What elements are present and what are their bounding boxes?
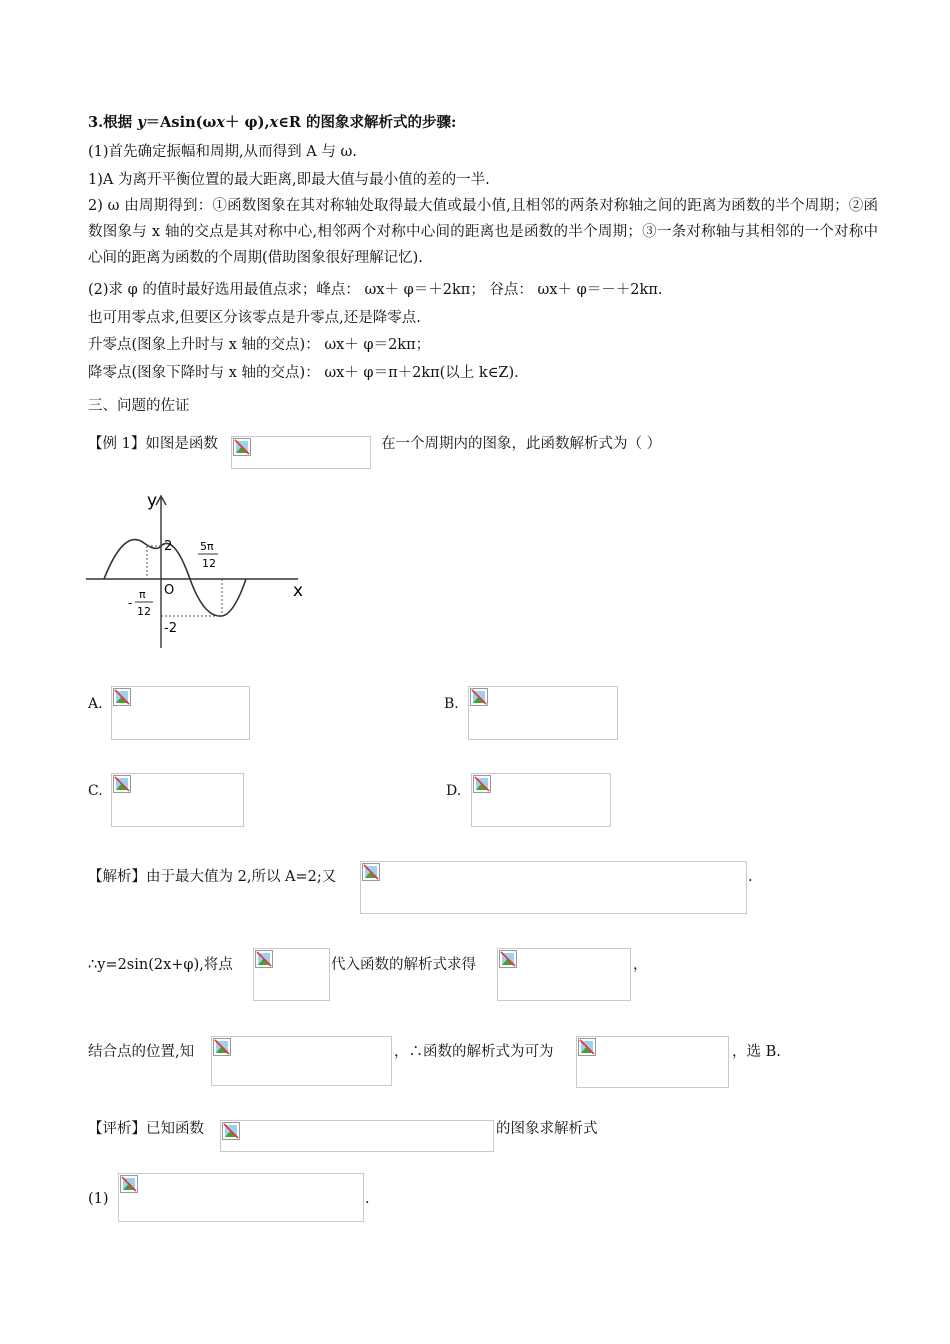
min-label: -2 — [164, 621, 177, 636]
analysis-phi-image — [497, 948, 631, 1001]
fall-zero: 降零点(图象下降时与 x 轴的交点)： ωx＋ φ＝π＋2kπ(以上 k∈Z). — [88, 365, 519, 381]
broken-image-icon — [113, 688, 131, 706]
review-tail: 的图象求解析式 — [496, 1121, 598, 1137]
x-axis-label: x — [293, 581, 304, 601]
heading-var-y: y — [137, 114, 146, 131]
sine-graph — [84, 488, 314, 650]
broken-image-icon — [578, 1038, 596, 1056]
sine-curve — [104, 540, 246, 617]
broken-image-icon — [499, 950, 517, 968]
right-tick-den: 12 — [202, 557, 216, 570]
heading-var-x2: x — [269, 114, 279, 131]
analysis-line-1: 【解析】由于最大值为 2,所以 A=2;又 — [88, 869, 337, 885]
option-c-label: C. — [88, 783, 103, 799]
analysis-point-image — [253, 948, 330, 1001]
analysis-line-2-end: ， — [633, 957, 648, 973]
broken-image-icon — [473, 775, 491, 793]
option-b-image[interactable] — [468, 686, 618, 740]
left-tick-sign: - — [128, 596, 133, 610]
review-item-1: (1) — [88, 1191, 109, 1207]
section-title: 三、问题的佐证 — [88, 398, 190, 414]
broken-image-icon — [362, 863, 380, 881]
analysis-formula-1 — [360, 861, 747, 914]
max-label: 2 — [164, 539, 173, 554]
heading-eq: ＝A — [145, 114, 172, 131]
review-item-1-end: . — [365, 1191, 370, 1207]
heading-tail: ∈R 的图象求解析式的步骤: — [278, 114, 457, 131]
review-formula-image — [220, 1120, 494, 1152]
broken-image-icon — [113, 775, 131, 793]
review-label: 【评析】已知函数 — [88, 1121, 204, 1137]
analysis-line-1-end: . — [748, 869, 753, 885]
analysis-answer-image — [576, 1036, 729, 1088]
rise-zero: 升零点(图象上升时与 x 轴的交点)： ωx＋ φ＝2kπ； — [88, 337, 431, 353]
broken-image-icon — [470, 688, 488, 706]
formula-image — [231, 436, 371, 469]
example-tail: 在一个周期内的图象，此函数解析式为（ ） — [381, 436, 662, 452]
option-d-label: D. — [446, 783, 462, 799]
option-a-label: A. — [88, 696, 103, 712]
heading-text: 根据 — [103, 114, 138, 131]
origin-label: O — [164, 583, 175, 598]
analysis-line-3-end: ，选 B. — [732, 1044, 781, 1060]
broken-image-icon — [255, 950, 273, 968]
step-2: (2)求 φ 的值时最好选用最值点求；峰点： ωx＋ φ＝＋2kπ； 谷点： ωx＋ φ＝－＋2kπ. — [88, 282, 663, 298]
option-c-image[interactable] — [111, 773, 244, 827]
step-2b: 也可用零点求,但要区分该零点是升零点,还是降零点. — [88, 310, 421, 326]
left-tick-num: π — [139, 588, 146, 601]
step-1b: 2) ω 由周期得到：①函数图象在其对称轴处取得最大值或最小值,且相邻的两条对称轴之间的距离为函数的半个周期；②函数图象与 x 轴的交点是其对称中心,相邻两个对称中心间的距离也是函数的半个周期；③一条对称轴与其相邻的一个对称中心间的距离为函数的个周期(借助图象很好理解记忆). — [88, 198, 878, 266]
step-1: (1)首先确定振幅和周期,从而得到 A 与 ω. — [88, 144, 357, 160]
heading-number: 3. — [88, 114, 104, 131]
review-item-1-image — [118, 1173, 364, 1222]
section-heading — [88, 113, 456, 133]
step-1a: 1)A 为离开平衡位置的最大距离,即最大值与最小值的差的一半. — [88, 172, 490, 188]
broken-image-icon — [233, 438, 251, 456]
y-axis-label: y — [147, 491, 158, 511]
option-a-image[interactable] — [111, 686, 250, 740]
right-tick-num: 5π — [200, 540, 214, 553]
broken-image-icon — [120, 1175, 138, 1193]
analysis-line-2: ∴y=2sin(2x+φ),将点 — [88, 957, 233, 973]
heading-sin: sin(ω — [171, 114, 217, 131]
heading-plus: ＋ φ), — [224, 114, 270, 131]
broken-image-icon — [222, 1122, 240, 1140]
option-d-image[interactable] — [471, 773, 611, 827]
left-tick-den: 12 — [137, 605, 151, 618]
analysis-line-2-mid: 代入函数的解析式求得 — [331, 957, 476, 973]
analysis-line-3-mid: ，∴函数的解析式为可为 — [394, 1044, 554, 1060]
option-b-label: B. — [444, 696, 459, 712]
broken-image-icon — [213, 1038, 231, 1056]
analysis-phi-value-image — [211, 1036, 392, 1086]
analysis-line-3: 结合点的位置,知 — [88, 1044, 195, 1060]
example-label: 【例 1】如图是函数 — [88, 436, 218, 452]
heading-var-x: x — [216, 114, 225, 131]
